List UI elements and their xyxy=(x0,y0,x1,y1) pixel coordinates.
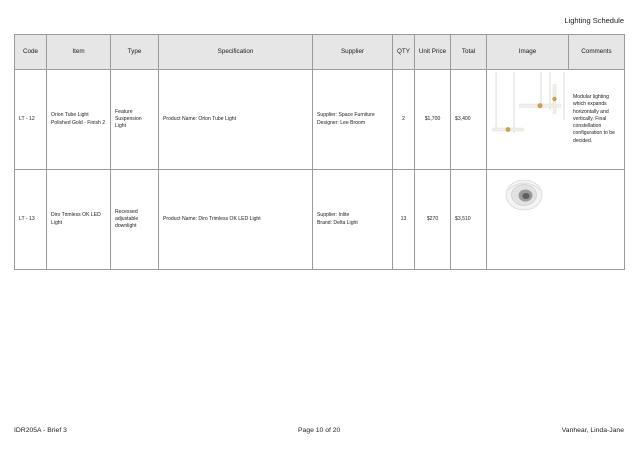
unit-price-cell: $270 xyxy=(415,170,451,270)
lighting-schedule-table xyxy=(14,34,625,270)
footer-author: Vanhear, Linda-Jane xyxy=(561,427,624,434)
supplier-cell xyxy=(313,170,393,270)
designer-name: Designer: Lee Broom xyxy=(317,119,366,126)
column-header-image: Image xyxy=(487,35,569,70)
item-cell: Diro Trimless OK LED Light xyxy=(47,170,111,270)
table-header-row xyxy=(15,35,625,70)
table-row xyxy=(15,170,625,270)
item-cell: Orion Tube Light Polished Gold - Finish 2 xyxy=(47,70,111,170)
specification-cell xyxy=(159,70,313,170)
column-header-unit-price: Unit Price xyxy=(415,35,451,70)
spec-line: Product Name: Orion Tube Light xyxy=(163,115,237,122)
column-header-total: Total xyxy=(451,35,487,70)
image-cell xyxy=(487,170,569,270)
footer-course-code: IDR205A - Brief 3 xyxy=(14,427,67,434)
recessed-downlight-photo xyxy=(487,170,569,269)
column-header-qty: QTY xyxy=(393,35,415,70)
image-cell xyxy=(487,70,569,170)
brand-name: Brand: Delta Light xyxy=(317,219,358,226)
qty-cell: 13 xyxy=(393,170,415,270)
comments-cell xyxy=(569,170,625,270)
comments-cell: Modular lighting which expands horizontally and vertically. Final constellation configuration to be decided. xyxy=(569,70,625,170)
spec-line: Product Name: Diro Trimless OK LED Light xyxy=(163,215,261,222)
unit-price-cell: $1,700 xyxy=(415,70,451,170)
supplier-name: Supplier: Space Furniture xyxy=(317,112,375,119)
table-row xyxy=(15,70,625,170)
qty-cell: 2 xyxy=(393,70,415,170)
column-header-comments: Comments xyxy=(569,35,625,70)
column-header-item: Item xyxy=(47,35,111,70)
column-header-supplier: Supplier xyxy=(313,35,393,70)
supplier-name: Supplier: Inlite xyxy=(317,212,350,219)
total-cell: $3,400 xyxy=(451,70,487,170)
column-header-code: Code xyxy=(15,35,47,70)
type-cell: Recessed adjustable downlight xyxy=(111,170,159,270)
page-title: Lighting Schedule xyxy=(564,16,624,25)
column-header-type: Type xyxy=(111,35,159,70)
column-header-specification: Specification xyxy=(159,35,313,70)
code-cell: LT - 12 xyxy=(15,70,47,170)
footer-page-number: Page 10 of 20 xyxy=(298,427,341,434)
tube-light-photo xyxy=(487,70,569,169)
code-cell: LT - 13 xyxy=(15,170,47,270)
specification-cell xyxy=(159,170,313,270)
total-cell: $3,510 xyxy=(451,170,487,270)
supplier-cell xyxy=(313,70,393,170)
type-cell: Feature Suspension Light xyxy=(111,70,159,170)
